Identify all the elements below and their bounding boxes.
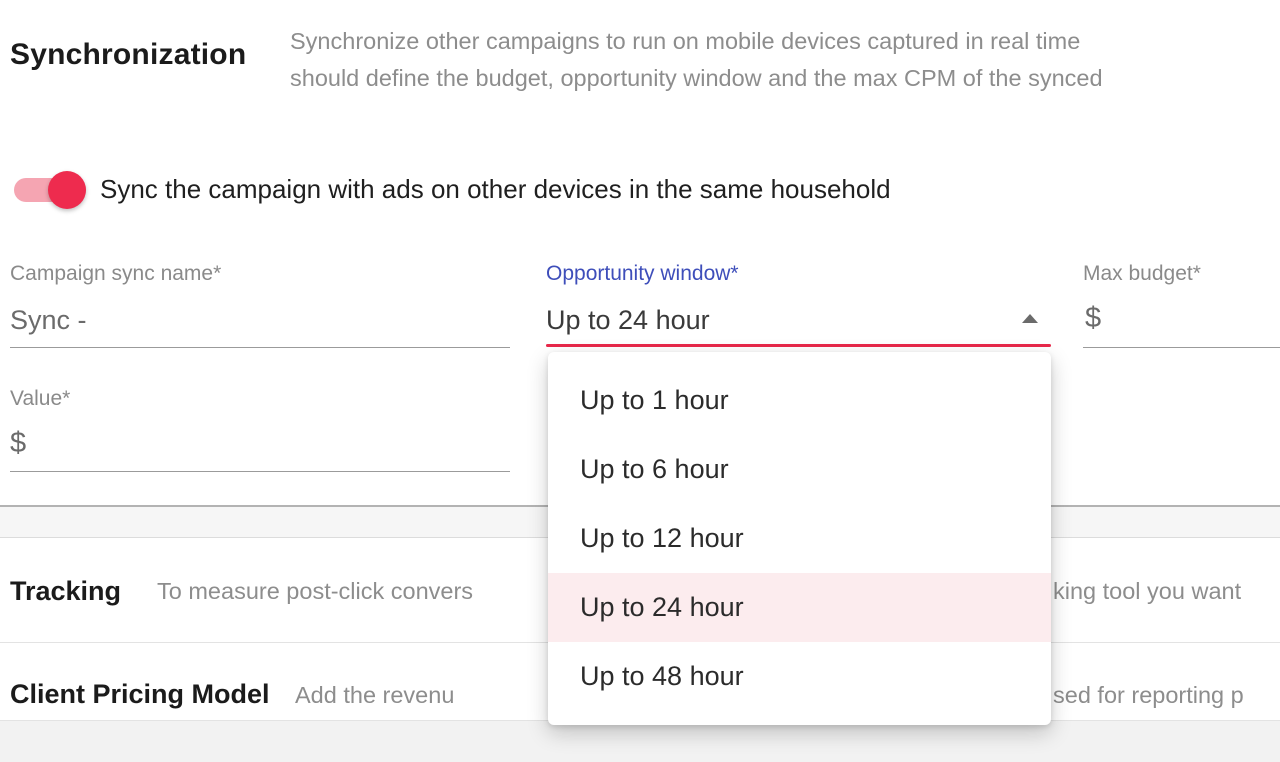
opportunity-window-select[interactable]: Up to 24 hour <box>546 305 710 335</box>
sync-toggle[interactable] <box>14 171 88 209</box>
page-footer-area <box>0 720 1280 762</box>
campaign-sync-name-underline <box>10 347 510 348</box>
campaign-sync-name-label: Campaign sync name* <box>10 262 222 285</box>
opportunity-window-dropdown <box>548 352 1051 725</box>
max-budget-underline <box>1083 347 1280 348</box>
opportunity-window-focus-underline <box>546 344 1051 347</box>
campaign-sync-name-input[interactable]: Sync - <box>10 305 87 335</box>
chevron-up-icon[interactable] <box>1022 314 1038 323</box>
dropdown-option-up-to-24-hour[interactable]: Up to 24 hour <box>548 573 1051 642</box>
synchronization-description-line1: Synchronize other campaigns to run on mobile devices captured in real time <box>290 28 1081 54</box>
max-budget-label: Max budget* <box>1083 262 1201 285</box>
value-underline <box>10 471 510 472</box>
tracking-description-right: king tool you want <box>1053 578 1242 604</box>
client-pricing-description-right: sed for reporting p <box>1053 682 1244 708</box>
dropdown-option-up-to-6-hour[interactable]: Up to 6 hour <box>580 454 729 484</box>
dropdown-option-up-to-12-hour[interactable]: Up to 12 hour <box>580 523 744 553</box>
sync-toggle-knob[interactable] <box>48 171 86 209</box>
opportunity-window-label: Opportunity window* <box>546 262 739 285</box>
tracking-description-left: To measure post-click convers <box>157 578 474 604</box>
synchronization-description <box>290 23 1280 103</box>
value-currency-prefix: $ <box>10 427 27 459</box>
synchronization-section-title: Synchronization <box>10 38 247 71</box>
dropdown-option-up-to-1-hour[interactable]: Up to 1 hour <box>580 385 729 415</box>
synchronization-description-line2: should define the budget, opportunity window and the max CPM of the synced <box>290 65 1103 91</box>
tracking-section-title: Tracking <box>10 576 122 606</box>
client-pricing-description-left: Add the revenu <box>295 682 455 708</box>
dropdown-option-up-to-48-hour[interactable]: Up to 48 hour <box>580 661 744 691</box>
value-label: Value* <box>10 387 71 410</box>
sync-toggle-label: Sync the campaign with ads on other devices in the same household <box>100 174 891 204</box>
max-budget-currency-prefix: $ <box>1085 302 1102 334</box>
client-pricing-model-section-title: Client Pricing Model <box>10 679 270 709</box>
